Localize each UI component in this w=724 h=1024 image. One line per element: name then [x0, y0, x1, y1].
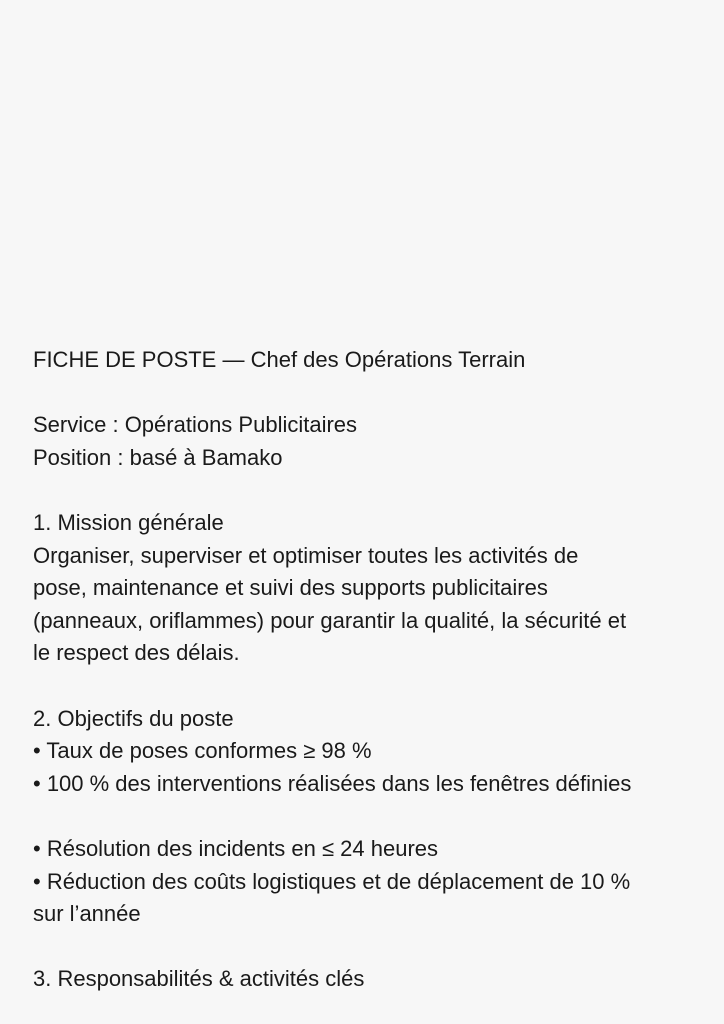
objective-bullet-continuation: sur l’année [33, 901, 141, 927]
spacer [33, 377, 703, 410]
section-heading-mission: 1. Mission générale [33, 509, 224, 535]
mission-text-line: (panneaux, oriflammes) pour garantir la qualité, la sécurité et [33, 607, 627, 633]
section-heading-responsibilities: 3. Responsabilités & activités clés [33, 966, 365, 992]
spacer [33, 800, 703, 833]
spacer [33, 474, 703, 507]
job-description-document [33, 344, 703, 996]
objective-bullet: • Taux de poses conformes ≥ 98 % [33, 738, 372, 764]
mission-text-line: pose, maintenance et suivi des supports publicitaires [33, 575, 548, 601]
service-line: Service : Opérations Publicitaires [33, 412, 358, 438]
mission-text-line: le respect des délais. [33, 640, 240, 666]
document-title: FICHE DE POSTE — Chef des Opérations Terrain [33, 347, 526, 372]
objective-bullet: • Résolution des incidents en ≤ 24 heures [33, 835, 439, 861]
objective-bullet: • Réduction des coûts logistiques et de déplacement de 10 % [33, 868, 631, 894]
position-line: Position : basé à Bamako [33, 444, 283, 470]
objective-bullet: • 100 % des interventions réalisées dans les fenêtres définies [33, 770, 632, 796]
mission-text-line: Organiser, superviser et optimiser toutes les activités de [33, 542, 579, 568]
spacer [33, 931, 703, 964]
section-heading-objectives: 2. Objectifs du poste [33, 705, 234, 731]
spacer [33, 670, 703, 703]
